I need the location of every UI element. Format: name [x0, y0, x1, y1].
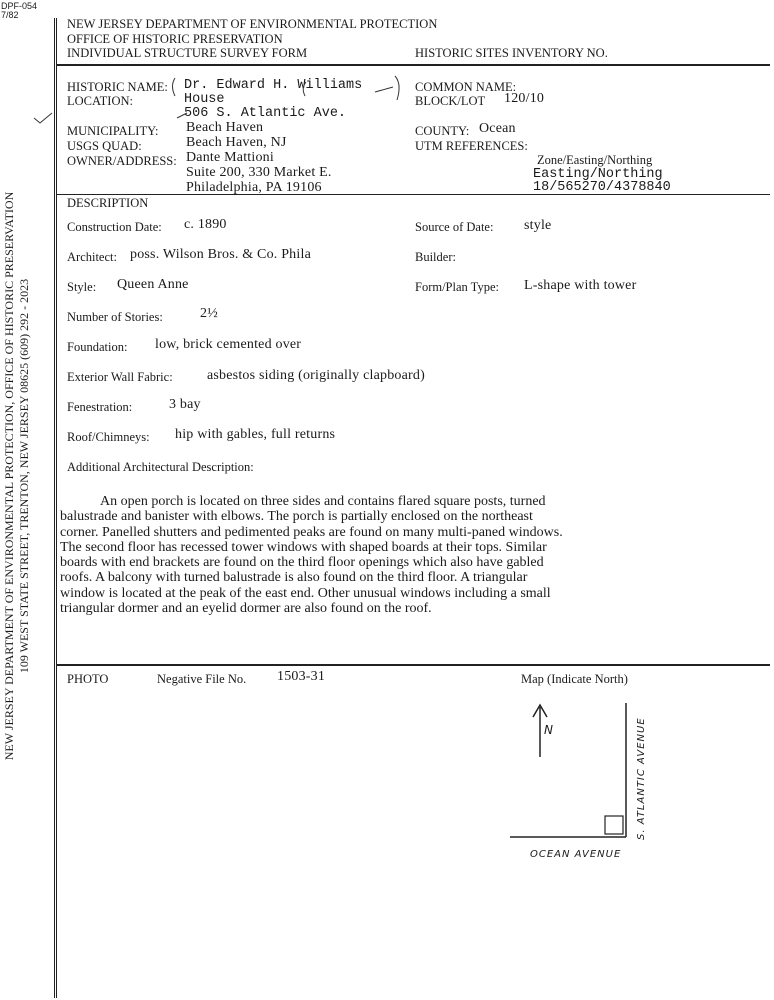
- fenestration-label: Fenestration:: [67, 400, 133, 414]
- utm-value: 18/565270/4378840: [533, 180, 671, 195]
- block-lot-value: 120/10: [504, 91, 545, 106]
- owner-address-line1: Suite 200, 330 Market E.: [186, 165, 332, 180]
- paragraph-line: corner. Panelled shutters and pedimented peaks are found on many multi-paned windows.: [60, 524, 563, 540]
- municipality-value: Beach Haven: [186, 120, 264, 135]
- additional-description-label: Additional Architectural Description:: [67, 460, 254, 474]
- construction-date-label: Construction Date:: [67, 220, 162, 234]
- style-label: Style:: [67, 280, 97, 294]
- foundation-value: low, brick cemented over: [155, 337, 302, 352]
- location-value-line2: 506 S. Atlantic Ave.: [184, 106, 347, 121]
- fenestration-value: 3 bay: [169, 397, 201, 412]
- location-value-line1: House: [184, 92, 225, 107]
- foundation-label: Foundation:: [67, 340, 128, 354]
- municipality-label: MUNICIPALITY:: [67, 124, 159, 138]
- side-agency-line: NEW JERSEY DEPARTMENT OF ENVIRONMENTAL PROTECTION, OFFICE OF HISTORIC PRESERVATION: [2, 191, 16, 761]
- usgs-quad-label: USGS QUAD:: [67, 139, 142, 153]
- block-lot-label: BLOCK/LOT: [415, 94, 486, 108]
- paragraph-line: triangular dormer and an eyelid dormer are also found on the roof.: [60, 601, 432, 617]
- building-footprint: [605, 816, 623, 834]
- source-of-date-value: style: [524, 218, 552, 233]
- form-title: INDIVIDUAL STRUCTURE SURVEY FORM: [67, 46, 308, 60]
- negative-file-label: Negative File No.: [157, 672, 247, 686]
- checkmark-icon: [32, 112, 54, 126]
- owner-name-value: Dante Mattioni: [186, 150, 274, 165]
- source-of-date-label: Source of Date:: [415, 220, 494, 234]
- paragraph-line: balustrade and banister with elbows. The porch is partially enclosed on the northeast: [60, 509, 533, 525]
- handwritten-bracket-mark: [165, 70, 410, 135]
- form-plan-value: L-shape with tower: [524, 278, 637, 293]
- photo-rule: [56, 664, 770, 666]
- north-letter: N: [544, 723, 553, 737]
- side-address-line: 109 WEST STATE STREET, TRENTON, NEW JERSEY 08625 (609) 292 - 2023: [17, 278, 31, 674]
- utm-label: UTM REFERENCES:: [415, 139, 528, 153]
- inventory-label: HISTORIC SITES INVENTORY NO.: [415, 46, 608, 60]
- owner-address-label: OWNER/ADDRESS:: [67, 154, 177, 168]
- header-rule: [56, 64, 770, 66]
- builder-label: Builder:: [415, 250, 456, 264]
- stories-value: 2½: [200, 306, 218, 321]
- stories-label: Number of Stories:: [67, 310, 163, 324]
- paragraph-line: The second floor has recessed tower windows with shaped boards at their tops. Similar: [60, 539, 547, 555]
- exterior-wall-label: Exterior Wall Fabric:: [67, 370, 173, 384]
- architect-label: Architect:: [67, 250, 117, 264]
- agency-address-vertical: [2, 156, 32, 796]
- common-name-label: COMMON NAME:: [415, 80, 517, 94]
- location-label: LOCATION:: [67, 94, 133, 108]
- style-value: Queen Anne: [117, 277, 189, 292]
- owner-address-line2: Philadelphia, PA 19106: [186, 180, 322, 195]
- negative-file-value: 1503-31: [277, 669, 326, 684]
- utm-column-header: Zone/Easting/Northing: [537, 153, 653, 167]
- county-value: Ocean: [479, 121, 516, 136]
- architectural-description-paragraph: [60, 494, 732, 616]
- ocean-avenue-label: OCEAN AVENUE: [530, 849, 622, 860]
- exterior-wall-value: asbestos siding (originally clapboard): [207, 368, 425, 383]
- utm-value-header: Easting/Northing: [533, 167, 663, 182]
- left-margin-rule: [54, 18, 55, 998]
- architect-value: poss. Wilson Bros. & Co. Phila: [130, 247, 311, 262]
- paragraph-line: An open porch is located on three sides and contains flared square posts, turned: [100, 494, 546, 509]
- left-margin-rule-inner: [56, 18, 57, 998]
- historic-name-value: Dr. Edward H. Williams: [184, 78, 363, 93]
- map-label: Map (Indicate North): [521, 672, 628, 686]
- agency-name: NEW JERSEY DEPARTMENT OF ENVIRONMENTAL PROTECTION: [67, 17, 438, 31]
- construction-date-value: c. 1890: [184, 217, 227, 232]
- form-number: DPF-054: [1, 1, 38, 11]
- photo-label: PHOTO: [67, 672, 109, 686]
- roof-chimneys-label: Roof/Chimneys:: [67, 430, 150, 444]
- roof-chimneys-value: hip with gables, full returns: [175, 427, 336, 442]
- office-name: OFFICE OF HISTORIC PRESERVATION: [67, 32, 283, 46]
- paragraph-line: boards with end brackets are found on the third floor openings which also have gabled: [60, 555, 544, 571]
- form-code: [1, 2, 37, 20]
- historic-name-label: HISTORIC NAME:: [67, 80, 168, 94]
- form-date: 7/82: [1, 10, 19, 20]
- usgs-quad-value: Beach Haven, NJ: [186, 135, 287, 150]
- atlantic-avenue-label: S. ATLANTIC AVENUE: [636, 717, 647, 840]
- form-plan-label: Form/Plan Type:: [415, 280, 499, 294]
- description-section-label: DESCRIPTION: [67, 196, 149, 210]
- paragraph-line: window is located at the peak of the east end. Other unusual windows including a small: [60, 585, 551, 601]
- paragraph-line: roofs. A balcony with turned balustrade is also found on the third floor. A triangular: [60, 570, 528, 586]
- county-label: COUNTY:: [415, 124, 470, 138]
